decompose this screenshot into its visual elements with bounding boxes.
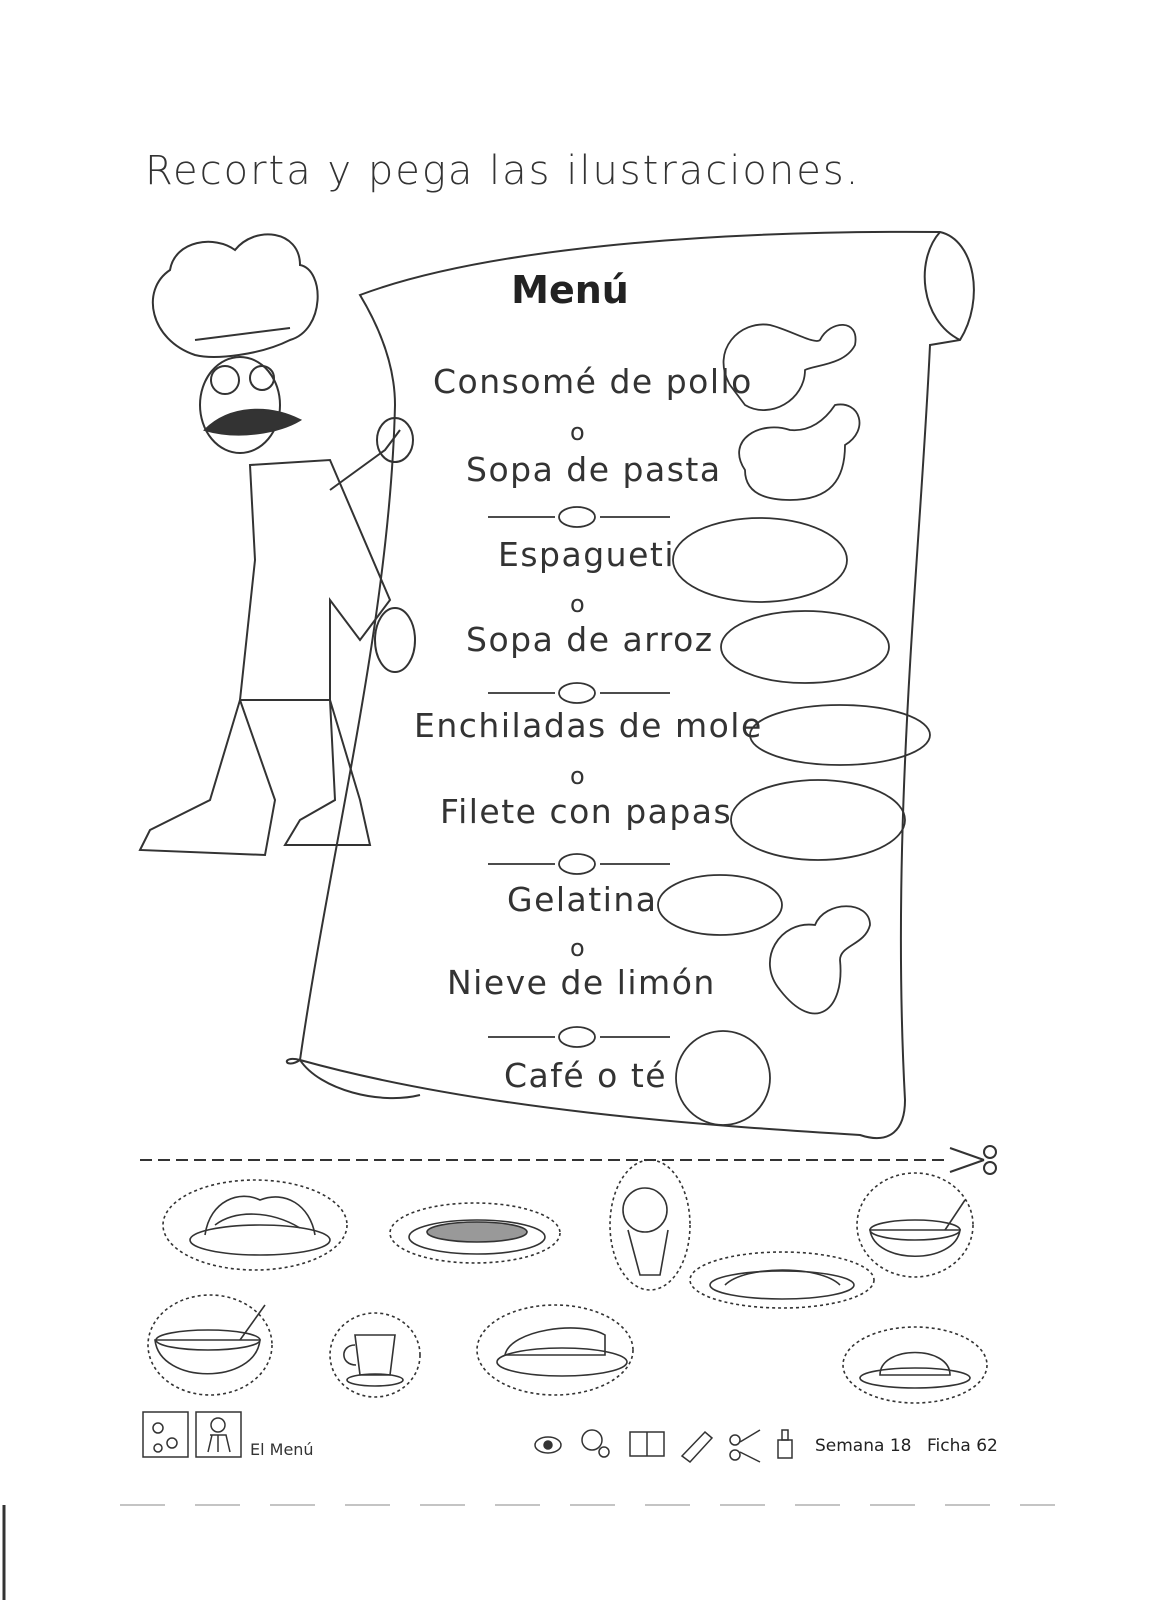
steak-plate-picture [477,1305,633,1395]
rice-soup-bowl-picture [148,1295,272,1395]
menu-item-cafe-te: Café o té [504,1056,668,1095]
crayon-icon [682,1432,712,1462]
spaghetti-plate-picture [163,1180,347,1270]
rice-plate-picture [390,1203,560,1263]
or-separator: o [570,934,585,962]
glue-icon [778,1430,792,1458]
gelatin-plate-picture [843,1327,987,1403]
scissors-icon [950,1146,996,1174]
or-separator: o [570,762,585,790]
scissors-icon [730,1430,760,1462]
eye-icon [535,1437,561,1453]
brain-icon [582,1430,609,1457]
footer-title: El Menú [250,1440,314,1459]
footer-skill-icons [535,1430,792,1462]
footer-week: Semana 18 [815,1436,912,1456]
footer-sheet: Ficha 62 [927,1436,998,1456]
menu-item-gelatina: Gelatina [507,880,658,919]
footer-badges [143,1412,241,1457]
ice-cream-cone-picture [610,1160,690,1290]
menu-item-sopa-arroz: Sopa de arroz [466,620,714,659]
cut-line [140,1146,996,1174]
book-icon [630,1432,664,1456]
chef-illustration [140,234,415,855]
or-separator: o [570,590,585,618]
menu-item-enchiladas: Enchiladas de mole [414,706,763,745]
menu-item-consome: Consomé de pollo [433,362,753,401]
menu-item-espagueti: Espagueti [498,535,675,574]
menu-title: Menú [511,268,629,312]
or-separator: o [570,418,585,446]
enchiladas-plate-picture [690,1252,874,1308]
cutout-pictures [148,1160,987,1403]
menu-item-filete: Filete con papas [440,792,733,831]
instruction-text: Recorta y pega las ilustraciones. [145,148,861,194]
menu-item-sopa-pasta: Sopa de pasta [466,450,722,489]
consomme-bowl-picture [857,1173,973,1277]
tea-cup-picture [330,1313,420,1397]
menu-item-nieve: Nieve de limón [447,963,716,1002]
